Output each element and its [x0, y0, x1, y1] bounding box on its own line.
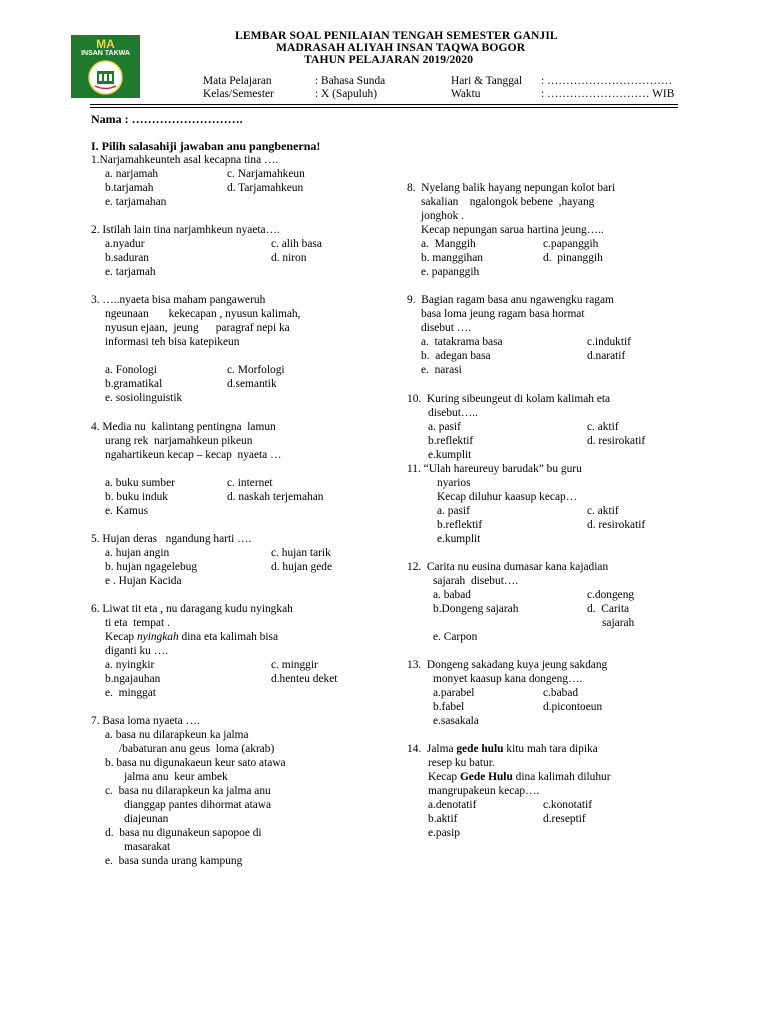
question-8-line-1: 8. Nyelang balik hayang nepungan kolot bari [407, 182, 616, 194]
question-4-line-3: ngahartikeun kecap – kecap nyaeta … [105, 449, 282, 461]
q6-option-b: b.ngajauhan [105, 673, 161, 685]
q6-option-e: e. minggat [105, 687, 156, 699]
q5-option-c: c. hujan tarik [271, 547, 331, 559]
q8-option-e: e. papanggih [421, 266, 480, 278]
question-6-line-2: ti eta tempat . [105, 617, 170, 629]
question-11-line-2: nyarios [437, 477, 471, 489]
section-title: I. Pilih salasahiji jawaban anu pangbenerna! [91, 139, 321, 153]
q11-option-c: c. aktif [587, 505, 619, 517]
q14-line3-part-2: dina kalimah diluhur [512, 771, 611, 783]
question-5-text: 5. Hujan deras ngandung harti …. [91, 533, 252, 545]
q3-option-e: e. sosiolinguistik [105, 392, 183, 404]
q14-option-b: b.aktif [428, 813, 458, 825]
question-12-line-2: sajarah disebut…. [433, 575, 519, 587]
q6-option-a: a. nyingkir [105, 659, 155, 671]
q4-option-a: a. buku sumber [105, 477, 175, 489]
header-title-3: TAHUN PELAJARAN 2019/2020 [304, 53, 474, 66]
q2-option-a: a.nyadur [105, 238, 145, 250]
question-3-line-2: ngeunaan kekecapan , nyusun kalimah, [105, 308, 301, 320]
question-11-line-3: Kecap diluhur kaasup kecap… [437, 491, 578, 503]
q12-option-d-line-2: sajarah [602, 617, 635, 629]
q5-option-d: d. hujan gede [271, 561, 333, 573]
q10-option-a: a. pasif [428, 421, 461, 433]
info-kelas-label: Kelas/Semester [203, 88, 274, 100]
q7-option-d-line-2: masarakat [124, 841, 171, 853]
info-waktu-value: : ……………………… WIB [541, 88, 675, 100]
q7-option-a-line-1: a. basa nu dilarapkeun ka jalma [105, 729, 249, 741]
question-7-text: 7. Basa loma nyaeta …. [91, 715, 200, 727]
question-10-line-2: disebut….. [428, 407, 478, 419]
q14-line3-keyword: Gede Hulu [459, 771, 513, 783]
q1-option-a: a. narjamah [105, 168, 159, 180]
q14-text-part-2: kitu mah tara dipika [503, 743, 598, 755]
q1-option-e: e. tarjamahan [105, 196, 167, 208]
q5-option-a: a. hujan angin [105, 547, 170, 559]
q10-option-d: d. resirokatif [587, 435, 646, 447]
school-emblem-icon [88, 60, 123, 95]
question-4-line-1: 4. Media nu kalintang pentingna lamun [91, 421, 276, 433]
question-13-line-1: 13. Dongeng sakadang kuya jeung sakdang [407, 659, 608, 671]
q6-option-d: d.henteu deket [271, 673, 338, 685]
q7-option-c-line-2: dianggap pantes dihormat atawa [124, 799, 272, 811]
q8-option-d: d. pinanggih [543, 252, 603, 264]
question-2-text: 2. Istilah lain tina narjamhkeun nyaeta…. [91, 224, 280, 236]
question-13-line-2: monyet kaasup kana dongeng…. [433, 673, 583, 685]
q14-text-part-1: 14. Jalma [407, 743, 457, 755]
q2-option-b: b.saduran [105, 252, 149, 264]
q10-option-e: e.kumplit [428, 449, 472, 461]
q12-option-d-line-1: d. Carita [587, 603, 630, 615]
q2-option-e: e. tarjamah [105, 266, 156, 278]
header-title-2: MADRASAH ALIYAH INSAN TAQWA BOGOR [276, 41, 526, 54]
question-8-line-3: jonghok . [421, 210, 465, 222]
question-10-line-1: 10. Kuring sibeungeut di kolam kalimah eta [407, 393, 611, 405]
q13-option-b: b.fabel [433, 701, 465, 713]
q14-line3-part-1: Kecap [428, 771, 460, 783]
question-8-line-2: sakalian ngalongok bebene ,hayang [421, 196, 595, 208]
question-14-line-1 [407, 742, 598, 756]
q9-option-c: c.induktif [587, 336, 631, 348]
q2-option-d: d. niron [271, 252, 307, 264]
q7-option-b-line-1: b. basa nu digunakaeun keur sato atawa [105, 757, 286, 769]
question-14-line-4: mangrupakeun kecap…. [428, 785, 540, 797]
q11-option-e: e.kumplit [437, 533, 481, 545]
q6-option-c: c. minggir [271, 659, 318, 671]
q7-option-e: e. basa sunda urang kampung [105, 855, 243, 867]
q9-option-d: d.naratif [587, 350, 626, 362]
q1-option-b: b.tarjamah [105, 182, 154, 194]
q6-text-part-1: Kecap [105, 631, 137, 643]
question-9-line-2: basa loma jeung ragam basa hormat [421, 308, 585, 320]
question-9-line-3: disebut …. [421, 322, 471, 334]
q3-option-d: d.semantik [227, 378, 277, 390]
header-title-1: LEMBAR SOAL PENILAIAN TENGAH SEMESTER GANJIL [235, 29, 558, 42]
info-mapel-value: : Bahasa Sunda [315, 75, 386, 87]
q11-option-b: b.reflektif [437, 519, 483, 531]
q13-option-d: d.picontoeun [543, 701, 603, 713]
q7-option-b-line-2: jalma anu keur ambek [124, 771, 228, 783]
q8-option-a: a. Manggih [421, 238, 476, 250]
info-hari-value: : …………………………… [541, 75, 673, 87]
q14-keyword: gede hulu [456, 743, 504, 755]
q3-option-c: c. Morfologi [227, 364, 285, 376]
q8-option-b: b. manggihan [421, 252, 484, 264]
q13-option-a: a.parabel [433, 687, 475, 699]
question-12-line-1: 12. Carita nu eusina dumasar kana kajadian [407, 561, 609, 573]
info-mapel-label: Mata Pelajaran [203, 75, 272, 87]
q1-option-c: c. Narjamahkeun [227, 168, 305, 180]
q4-option-b: b. buku induk [105, 491, 168, 503]
logo-text-name: INSAN TAKWA [81, 50, 130, 57]
q7-option-a-line-2: /babaturan anu geus loma (akrab) [119, 743, 275, 755]
question-6-line-1: 6. Liwat tit eta , nu daragang kudu nyingkah [91, 603, 293, 615]
q5-option-b: b. hujan ngagelebug [105, 561, 198, 573]
header-divider-2 [90, 107, 678, 108]
question-3-line-3: nyusun ejaan, jeung paragraf nepi ka [105, 322, 290, 334]
q13-option-c: c.babad [543, 687, 579, 699]
question-11-line-1: 11. “Ulah hareureuy barudak” bu guru [407, 463, 582, 475]
q6-text-part-2: dina eta kalimah bisa [178, 631, 279, 643]
info-kelas-value: : X (Sapuluh) [315, 88, 378, 100]
q4-option-e: e. Kamus [105, 505, 149, 517]
logo-text-ma: MA [96, 37, 115, 51]
school-logo [71, 35, 140, 98]
student-name-field: Nama : ………………………. [91, 112, 243, 126]
q12-option-e: e. Carpon [433, 631, 478, 643]
q4-option-c: c. internet [227, 477, 273, 489]
info-waktu-label: Waktu [451, 88, 481, 100]
question-3-line-4: informasi teh bisa katepikeun [105, 336, 240, 348]
q5-option-e: e . Hujan Kacida [105, 575, 182, 587]
q10-option-c: c. aktif [587, 421, 619, 433]
question-8-line-4: Kecap nepungan sarua hartina jeung….. [421, 224, 604, 236]
question-6-line-3 [105, 630, 278, 644]
question-4-line-2: urang rek narjamahkeun pikeun [105, 435, 253, 447]
q14-option-e: e.pasip [428, 827, 460, 839]
q1-option-d: d. Tarjamahkeun [227, 182, 304, 194]
q12-option-b: b.Dongeng sajarah [433, 603, 519, 615]
q7-option-c-line-3: diajeunan [124, 813, 169, 825]
question-9-line-1: 9. Bagian ragam basa anu ngawengku ragam [407, 294, 614, 306]
q13-option-e: e.sasakala [433, 715, 479, 727]
q11-option-a: a. pasif [437, 505, 470, 517]
q14-option-d: d.reseptif [543, 813, 586, 825]
question-6-line-4: diganti ku …. [105, 645, 168, 657]
q4-option-d: d. naskah terjemahan [227, 491, 324, 503]
q3-option-b: b.gramatikal [105, 378, 163, 390]
q9-option-b: b. adegan basa [421, 350, 491, 362]
q9-option-e: e. narasi [421, 364, 462, 376]
question-14-line-2: resep ku batur. [428, 757, 495, 769]
question-14-line-3 [428, 770, 611, 784]
q7-option-d-line-1: d. basa nu digunakeun sapopoe di [105, 827, 262, 839]
q8-option-c: c.papanggih [543, 238, 599, 250]
q7-option-c-line-1: c. basa nu dilarapkeun ka jalma anu [105, 785, 271, 797]
q6-keyword: nyingkah [136, 631, 179, 643]
q9-option-a: a. tatakrama basa [421, 336, 503, 348]
info-hari-label: Hari & Tanggal [451, 75, 523, 87]
q2-option-c: c. alih basa [271, 238, 322, 250]
question-1-text: 1.Narjamahkeunteh asal kecapna tina …. [91, 154, 279, 166]
q12-option-c: c.dongeng [587, 589, 635, 601]
q11-option-d: d. resirokatif [587, 519, 646, 531]
q3-option-a: a. Fonologi [105, 364, 157, 376]
question-3-line-1: 3. …..nyaeta bisa maham pangaweruh [91, 294, 266, 306]
q12-option-a: a. babad [433, 589, 471, 601]
q14-option-c: c.konotatif [543, 799, 593, 811]
q10-option-b: b.reflektif [428, 435, 474, 447]
header-divider-1 [90, 104, 678, 105]
q14-option-a: a.denotatif [428, 799, 477, 811]
